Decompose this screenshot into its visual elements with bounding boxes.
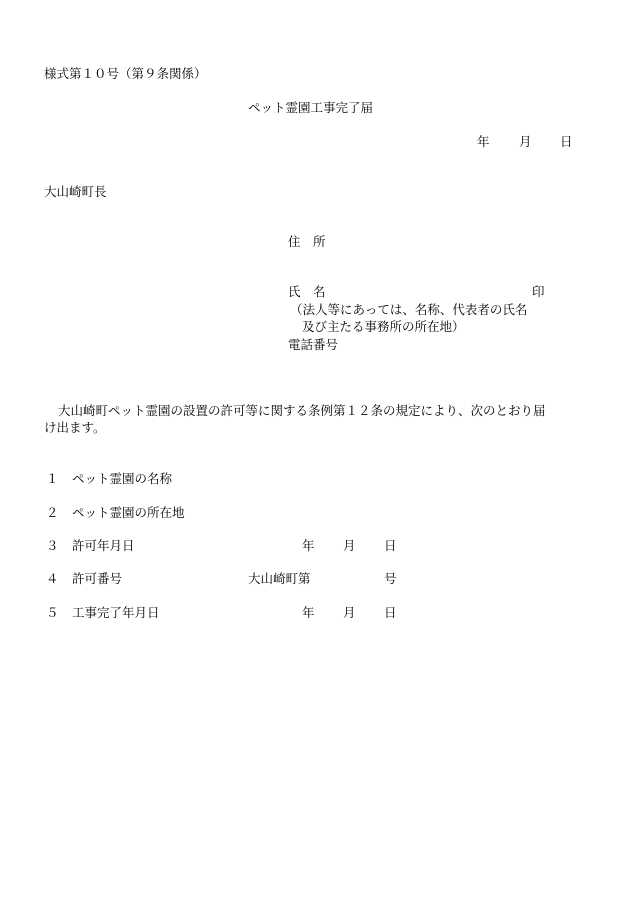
form-number: 様式第１０号（第９条関係） [44,66,207,81]
body-text-line1: 大山崎町ペット霊園の設置の許可等に関する条例第１２条の規定により、次のとおり届 [58,403,546,418]
item-number: ４ [46,571,59,586]
item-year: 年 [302,538,315,553]
item-number: １ [46,471,59,486]
addressee: 大山崎町長 [44,184,107,199]
phone-label: 電話番号 [288,337,339,352]
date-month: 月 [519,134,532,149]
date-day: 日 [560,134,573,149]
seal-mark: 印 [532,284,545,299]
item-month: 月 [343,605,356,620]
document-title: ペット霊園工事完了届 [248,100,374,115]
item-number: ５ [46,605,59,620]
item-day: 日 [384,538,397,553]
date-year: 年 [477,134,490,149]
item-label: 許可番号 [72,571,123,586]
item-month: 月 [343,538,356,553]
permit-number-prefix: 大山崎町第 [248,571,311,586]
item-number: ３ [46,538,59,553]
name-label: 氏 名 [288,284,326,299]
permit-number-suffix: 号 [384,571,397,586]
corporation-note-line2: 及び主たる事務所の所在地） [302,319,465,334]
item-label: 工事完了年月日 [72,605,160,620]
body-text-line2: け出ます。 [44,420,106,435]
item-year: 年 [302,605,315,620]
address-label: 住 所 [288,234,326,249]
item-label: 許可年月日 [72,538,135,553]
item-label: ペット霊園の名称 [72,471,173,486]
item-number: ２ [46,505,59,520]
item-day: 日 [384,605,397,620]
item-label: ペット霊園の所在地 [72,505,185,520]
corporation-note-line1: （法人等にあっては、名称、代表者の氏名 [290,302,528,317]
